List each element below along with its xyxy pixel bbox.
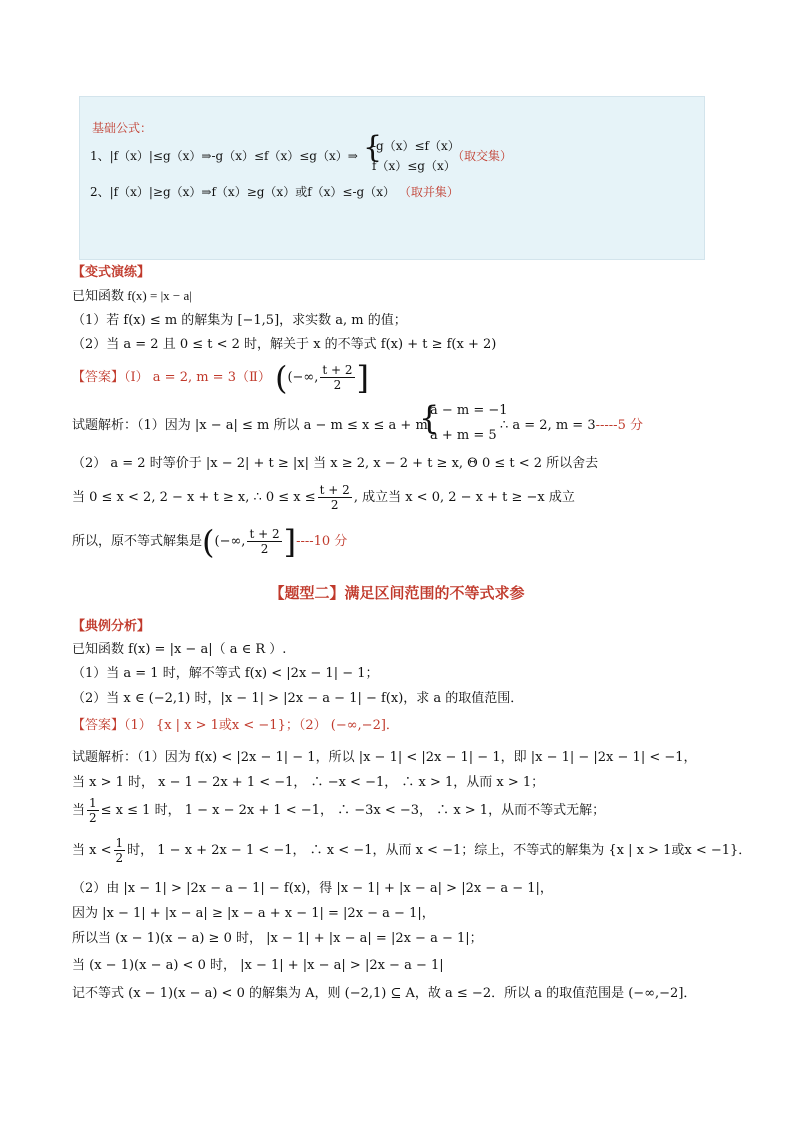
s2-p9: （2）由 |x − 1| > |2x − a − 1| − f(x)，得 |x − 1| + |x − a| > |2x − a − 1|，: [72, 881, 553, 896]
s1-p3: （2）当 a = 2 且 0 ≤ t < 2 时，解关于 x 的不等式 f(x) + t ≥ f(x + 2): [72, 337, 497, 352]
s2-p5: 试题解析：（1）因为 f(x) < |2x − 1| − 1，所以 |x − 1| < |2x − 1| − 1，即 |x − 1| − |2x − 1| < −1，: [72, 750, 697, 765]
s1-heading: 【变式演练】: [72, 265, 151, 280]
s1-p5-brace: {: [419, 399, 440, 437]
s2-answer: 【答案】（1） {x | x > 1或x < −1}；（2） (−∞,−2]．: [72, 718, 399, 733]
s1-answer: 【答案】（Ⅰ） a = 2, m = 3（Ⅱ） ((−∞, $\frac{t + 2}{2}$ ]: [72, 358, 370, 397]
s1-p6: （2） a = 2 时等价于 |x − 2| + t ≥ |x| 当 x ≥ 2, x − 2 + t ≥ x, Θ 0 ≤ t < 2 所以舍去: [72, 456, 599, 471]
formula-case-1: -g（x）≤f（x）: [372, 139, 460, 153]
s2-p2: （1）当 a = 1 时，解不等式 f(x) < |2x − 1| − 1；: [72, 666, 379, 681]
s2-p10: 因为 |x − 1| + |x − a| ≥ |x − a + x − 1| = |2x − a − 1|，: [72, 906, 435, 921]
s2-p12: 当 (x − 1)(x − a) < 0 时， |x − 1| + |x − a| > |2x − a − 1|: [72, 958, 444, 973]
s1-p5-case2: a + m = 5: [430, 428, 497, 443]
s1-p7: 当 0 ≤ x < 2, 2 − x + t ≥ x, ∴ 0 ≤ x ≤ $\frac{t + 2}{2}$ , 成立当 x < 0, 2 − x + t ≥ −x 成立: [72, 483, 575, 512]
s2-p13: 记不等式 (x − 1)(x − a) < 0 的解集为 A，则 (−2,1) ⊆ A，故 a ≤ −2．所以 a 的取值范围是 (−∞,−2]．: [72, 986, 697, 1001]
s2-heading: 【典例分析】: [72, 619, 151, 634]
formula-line-1-note: （取交集）: [452, 149, 513, 163]
formula-case-2: f（x）≤g（x）: [372, 159, 456, 173]
s2-p11: 所以当 (x − 1)(x − a) ≥ 0 时， |x − 1| + |x − a| = |2x − a − 1|；: [72, 931, 483, 946]
s2-p8: 当 x < $\frac{1}{2}$ 时， 1 − x + 2x − 1 < −1， ∴ x < −1，从而 x < −1；综上，不等式的解集为 {x | x > 1或x < −1}．: [72, 836, 752, 865]
s2-p7-fraction: $\frac{1}{2}$: [89, 796, 97, 825]
s1-answer-fraction: $\frac{t + 2}{2}$: [322, 363, 353, 392]
section-title: 【题型二】满足区间范围的不等式求参: [269, 584, 525, 602]
s2-p8-fraction: $\frac{1}{2}$: [115, 836, 124, 865]
formula-line-2-note: （取并集）: [398, 185, 459, 199]
s2-p6: 当 x > 1 时， x − 1 − 2x + 1 < −1， ∴ −x < −1， ∴ x > 1，从而 x > 1；: [72, 775, 545, 790]
s2-p1: 已知函数 f(x) = |x − a|（ a ∈ R ）.: [72, 642, 287, 657]
formula-line-1: 1、|f（x）|≤g（x）⇒-g（x）≤f（x）≤g（x）⇒: [90, 149, 358, 163]
formula-box-title: 基础公式：: [92, 121, 153, 135]
s2-answer-label: 【答案】: [72, 718, 125, 733]
s1-answer-label: 【答案】: [72, 370, 125, 385]
s1-p2: （1）若 f(x) ≤ m 的解集为 [−1,5]，求实数 a, m 的值；: [72, 313, 407, 328]
formula-line-2: 2、|f（x）|≥g（x）⇒f（x）≥g（x）或f（x）≤-g（x） （取并集）: [90, 185, 459, 199]
s1-p8-fraction: $\frac{t + 2}{2}$: [249, 527, 280, 556]
s1-p1: 已知函数 f(x) = |x − a|: [72, 288, 192, 303]
formula-brace: {: [363, 130, 383, 165]
s1-p5-case1: a − m = −1: [430, 403, 508, 418]
s2-p7: 当 $\frac{1}{2}$ ≤ x ≤ 1 时， 1 − x − 2x + 1 < −1， ∴ −3x < −3， ∴ x > 1，从而不等式无解；: [72, 796, 606, 825]
s1-p5: 试题解析：（1）因为 |x − a| ≤ m 所以 a − m ≤ x ≤ a + m: [72, 418, 428, 433]
s1-p5-result: ∴ a = 2, m = 3-----5 分: [500, 418, 643, 433]
s2-p3: （2）当 x ∈ (−2,1) 时，|x − 1| > |2x − a − 1| − f(x)，求 a 的取值范围．: [72, 691, 524, 706]
s1-p7-fraction: $\frac{t + 2}{2}$: [319, 483, 350, 512]
s1-p8: 所以，原不等式解集是((−∞, $\frac{t + 2}{2}$ ]----10 分: [72, 522, 348, 561]
formula-box: [79, 96, 705, 260]
